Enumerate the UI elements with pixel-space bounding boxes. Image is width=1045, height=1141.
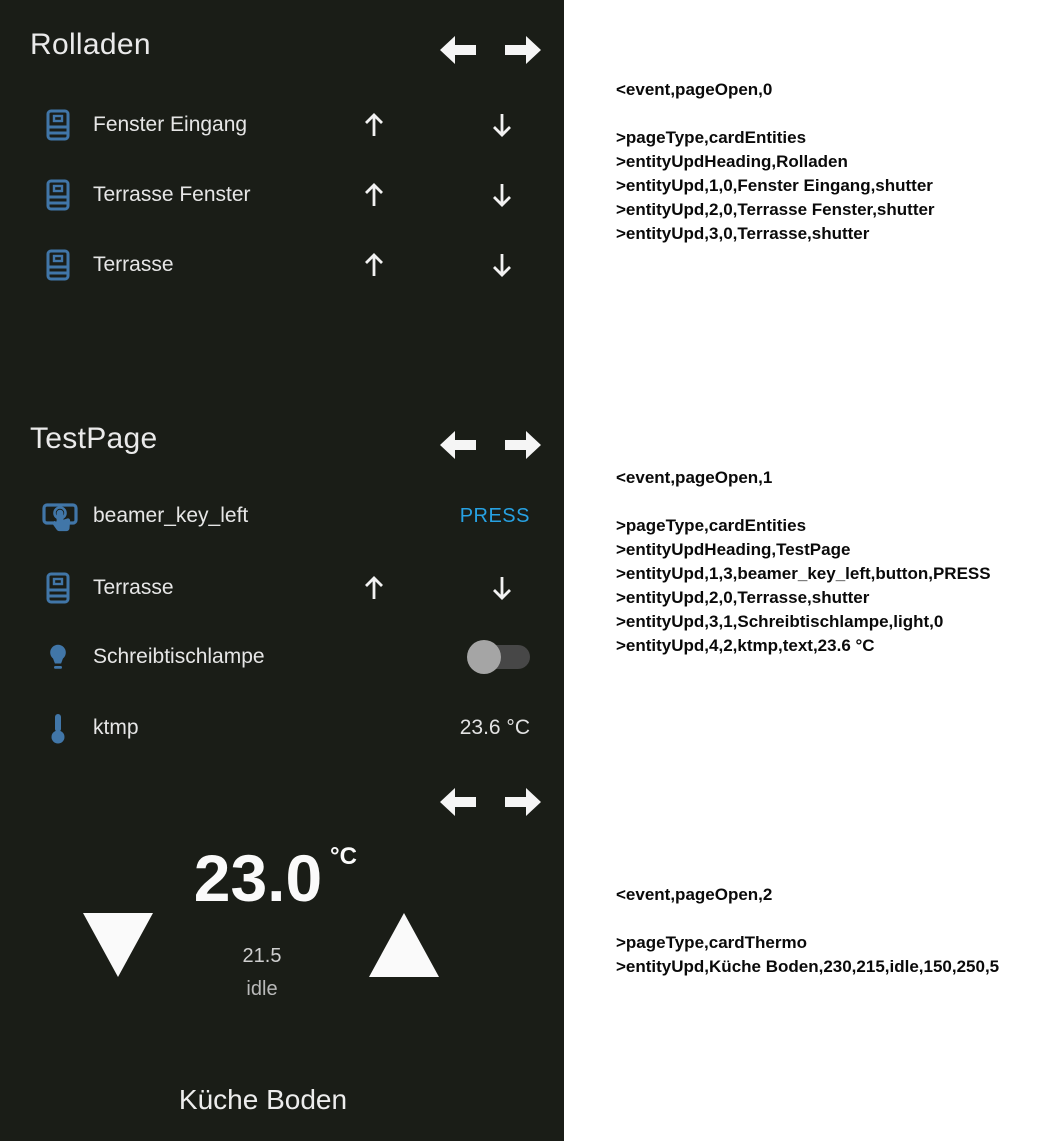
entity-label: Fenster Eingang xyxy=(93,113,248,136)
entity-value: 23.6 °C xyxy=(459,716,530,739)
hvac-state: idle xyxy=(246,978,278,1000)
triangle-up-icon xyxy=(367,911,441,979)
log-line: >entityUpd,2,0,Terrasse,shutter xyxy=(616,588,870,607)
log-line: >entityUpd,1,0,Fenster Eingang,shutter xyxy=(616,176,933,195)
log-line: >entityUpdHeading,TestPage xyxy=(616,540,851,559)
page-title: Rolladen xyxy=(30,28,151,61)
serial-log-page2 xyxy=(616,883,999,979)
log-line: >entityUpd,1,3,beamer_key_left,button,PRESS xyxy=(616,564,991,583)
log-line: >entityUpd,2,0,Terrasse Fenster,shutter xyxy=(616,200,935,219)
entity-label: Terrasse Fenster xyxy=(93,183,251,206)
current-temperature: 23.0 xyxy=(193,841,323,915)
arrow-left-icon xyxy=(440,787,476,817)
log-line: >entityUpd,Küche Boden,230,215,idle,150,250,5 xyxy=(616,957,1000,976)
entity-label: Schreibtischlampe xyxy=(93,645,265,668)
log-line: <event,pageOpen,2 xyxy=(616,885,773,904)
nav-page-left-button[interactable] xyxy=(440,787,476,817)
log-line: >entityUpd,3,0,Terrasse,shutter xyxy=(616,224,870,243)
log-line: >pageType,cardThermo xyxy=(616,933,807,952)
temperature-unit: °C xyxy=(330,843,357,870)
target-temperature: 21.5 xyxy=(242,945,282,967)
thermostat-name: Küche Boden xyxy=(178,1084,348,1115)
log-line: <event,pageOpen,1 xyxy=(616,468,773,487)
setpoint-decrease-button[interactable] xyxy=(81,911,155,979)
arrow-right-icon xyxy=(505,787,541,817)
nav-page-right-button[interactable] xyxy=(505,787,541,817)
log-line: >entityUpdHeading,Rolladen xyxy=(616,152,848,171)
entity-label: Terrasse xyxy=(93,253,174,276)
log-line: >entityUpd,4,2,ktmp,text,23.6 °C xyxy=(616,636,875,655)
entity-label: beamer_key_left xyxy=(93,504,249,527)
triangle-down-icon xyxy=(81,911,155,979)
entity-label: Terrasse xyxy=(93,576,174,599)
serial-log-page1 xyxy=(616,466,991,658)
entity-label: ktmp xyxy=(93,716,139,739)
log-line: <event,pageOpen,0 xyxy=(616,80,773,99)
log-line: >entityUpd,3,1,Schreibtischlampe,light,0 xyxy=(616,612,944,631)
press-button[interactable]: PRESS xyxy=(459,505,530,527)
log-line: >pageType,cardEntities xyxy=(616,516,807,535)
serial-log-page0 xyxy=(616,78,935,246)
log-line: >pageType,cardEntities xyxy=(616,128,807,147)
page-title: TestPage xyxy=(30,422,158,455)
setpoint-increase-button[interactable] xyxy=(367,911,441,979)
